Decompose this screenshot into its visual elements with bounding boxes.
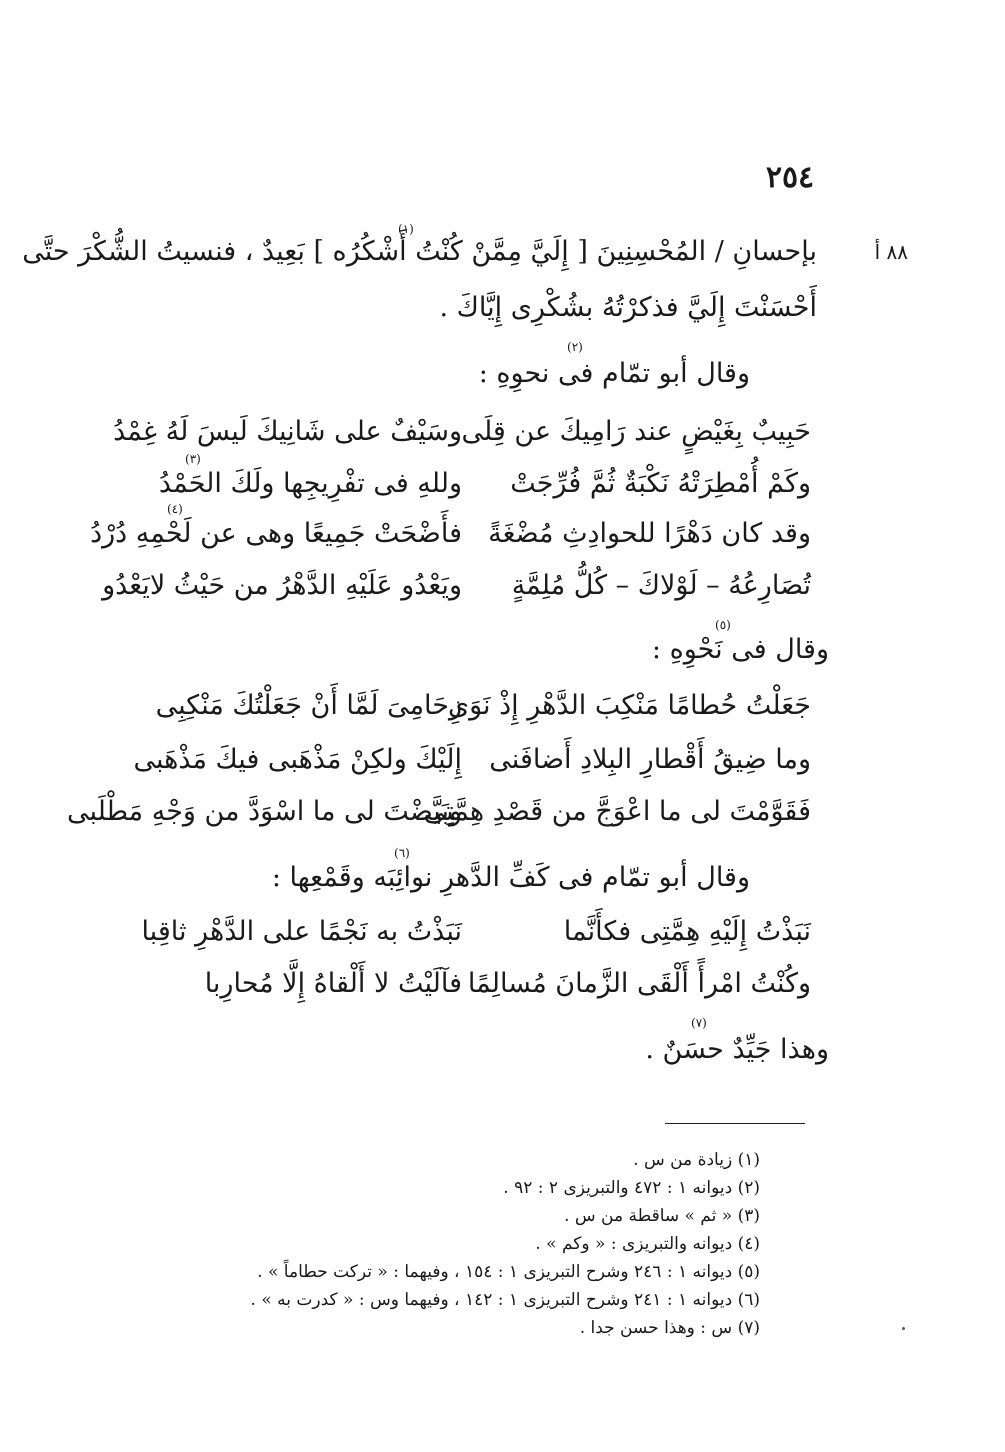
manuscript-folio-note: ٨٨ أ xyxy=(874,240,908,264)
footnote-ref-1: (١) xyxy=(398,222,414,236)
footnote-ref-5: (٥) xyxy=(715,618,731,632)
footnote-5: (٥) ديوانه ١ : ٢٤٦ وشرح التبريزى ١ : ١٥٤ ، وفيهما : « تركت حطاماً » . xyxy=(257,1262,760,1282)
verse-5-second: زِحَامِىَ لَمَّا أَنْ جَعَلْتُكَ مَنْكِبِى xyxy=(155,690,462,721)
footnote-separator xyxy=(665,1123,805,1124)
prose-line-1: بإحسانِ / المُحْسِنِينَ [ إِلَيَّ مِمَّنْ كُنْتُ أَشْكُرُه ] بَعِيدٌ ، فنسيتُ الشُّكْرَ حتَّى xyxy=(22,236,817,267)
footnote-7: (٧) س : وهذا حسن جدا . xyxy=(579,1318,760,1338)
prose-line-2: أَحْسَنْتَ إِلَيَّ فذكرْتُهُ بشُكْرِى إِيَّاكَ . xyxy=(439,292,817,323)
verse-9-first: وكُنْتُ امْرأً أَلْقَى الزَّمانَ مُسالِمًا xyxy=(467,968,811,999)
footnote-ref-6: (٦) xyxy=(394,846,410,860)
verse-2-first: وكَمْ أُمْطِرَتْهُ نَكْبَةٌ ثُمَّ فُرِّجَتْ xyxy=(510,468,811,499)
verse-5-first: جَعَلْتُ حُطامًا مَنْكِبَ الدَّهْرِ إِذْ نَوَى xyxy=(447,690,811,721)
section3-intro: وقال أبو تمّام فى كَفِّ الدَّهرِ نوائِبَه وقَمْعِها : xyxy=(271,862,750,893)
verse-3-second: فأَضْحَتْ جَمِيعًا وهى عن لَحْمِهِ دُرْدُ xyxy=(90,518,462,549)
verse-7-second: وبَيَّضْتَ لى ما اسْوَدَّ من وَجْهِ مَطْلَبى xyxy=(66,796,462,827)
verse-2-second: وللهِ فى تفْرِيجِها ولَكَ الحَمْدُ xyxy=(158,468,462,499)
footnote-3: (٣) « ثم » ساقطة من س . xyxy=(564,1206,760,1226)
footnote-6: (٦) ديوانه ١ : ٢٤١ وشرح التبريزى ١ : ١٤٢ ، وفيهما وس : « كدرت به » . xyxy=(250,1290,760,1310)
verse-9-second: فآلَيْتُ لا أَلْقاهُ إِلَّا مُحارِبا xyxy=(204,968,462,999)
verse-3-first: وقد كان دَهْرًا للحوادِثِ مُضْغَةً xyxy=(488,518,811,549)
closing-line: وهذا جَيِّدٌ حسَنٌ . xyxy=(645,1034,829,1065)
footnote-ref-2: (٢) xyxy=(567,340,583,354)
footnote-1: (١) زيادة من س . xyxy=(633,1150,760,1170)
footnote-ref-3: (٣) xyxy=(185,452,201,466)
verse-8-first: نَبَذْتُ إِلَيْهِ هِمَّتِى فكأَنَّما xyxy=(563,916,811,947)
verse-1-first: حَبِيبٌ بِغَيْضٍ عند رَامِيكَ عن قِلَى xyxy=(461,416,811,447)
verse-6-second: إِلَيْكَ ولكِنْ مَذْهَبى فيكَ مَذْهَبى xyxy=(133,744,462,775)
verse-4-second: ويَعْدُو عَلَيْهِ الدَّهْرُ من حَيْثُ لايَعْدُو xyxy=(102,570,462,601)
verse-7-first: فَقَوَّمْتَ لى ما اعْوَجَّ من قَصْدِ هِمَّتِى xyxy=(423,796,811,827)
verse-6-first: وما ضِيقُ أَقْطارِ البِلادِ أَضافَنى xyxy=(489,744,811,775)
footnote-ref-7: (٧) xyxy=(691,1016,707,1030)
verse-8-second: نَبَذْتُ به نَجْمًا على الدَّهْرِ ثاقِبا xyxy=(141,916,462,947)
verse-1-second: وسَيْفٌ على شَانِيكَ لَيسَ لَهُ غِمْدُ xyxy=(113,416,462,447)
footnote-4: (٤) ديوانه والتبريزى : « وكم » . xyxy=(535,1234,760,1254)
verse-4-first: تُصَارِعُهُ – لَوْلاكَ – كُلُّ مُلِمَّةٍ xyxy=(511,570,811,601)
section2-intro: وقال فى نَحْوِهِ : xyxy=(651,634,829,665)
page-number: ٢٥٤ xyxy=(765,160,815,195)
footnote-2: (٢) ديوانه ١ : ٤٧٢ والتبريزى ٢ : ٩٢ . xyxy=(503,1178,760,1198)
section1-intro: وقال أبو تمّام فى نحوِهِ : xyxy=(478,358,750,389)
footnote-ref-4: (٤) xyxy=(167,502,183,516)
scan-speck xyxy=(902,1327,905,1330)
